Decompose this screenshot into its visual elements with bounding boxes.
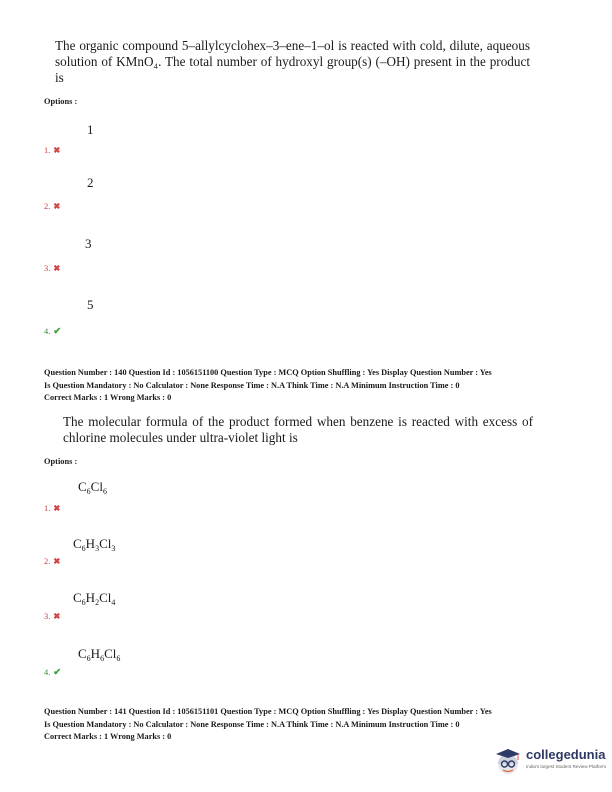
option-2 xyxy=(44,551,60,569)
element: Cl xyxy=(99,590,112,605)
element: Cl xyxy=(99,536,112,551)
subscript: 6 xyxy=(102,487,107,496)
element: C xyxy=(78,479,87,494)
wrong-icon: ✖ xyxy=(53,264,61,273)
subscript: 6 xyxy=(81,598,86,607)
wrong-icon: ✖ xyxy=(53,557,61,566)
collegedunia-logo xyxy=(492,745,607,777)
option-number: 4. xyxy=(44,327,51,336)
option-1 xyxy=(44,498,60,516)
option-4 xyxy=(44,662,61,680)
element: H xyxy=(85,590,96,605)
option-value: 5 xyxy=(87,297,94,312)
meta-line: Question Number : 140 Question Id : 1056151100 Question Type : MCQ Option Shuffling : Yes Display Question Number : Yes xyxy=(44,368,492,377)
option-number: 2. xyxy=(44,557,51,566)
meta-line: Correct Marks : 1 Wrong Marks : 0 xyxy=(44,393,172,402)
wrong-icon: ✖ xyxy=(53,202,61,211)
question-text: The organic compound 5–allylcyclohex–3–ene–1–ol is reacted with cold, dilute, aqueous solution of KMnO₄. The total number of hydroxyl group(s) (–OH) present in the product is xyxy=(55,38,530,85)
option-number: 1. xyxy=(44,504,51,513)
formula xyxy=(73,536,115,553)
options-label: Options : xyxy=(44,457,78,466)
subscript: 6 xyxy=(100,654,105,663)
subscript: 6 xyxy=(81,544,86,553)
subscript: 2 xyxy=(95,598,100,607)
element: C xyxy=(78,646,87,661)
check-icon: ✔ xyxy=(53,668,62,678)
subscript: 3 xyxy=(111,544,116,553)
meta-line: Is Question Mandatory : No Calculator : None Response Time : N.A Think Time : N.A Minimum Instruction Time : 0 xyxy=(44,380,460,390)
subscript: 3 xyxy=(95,544,100,553)
element: H xyxy=(85,536,96,551)
meta-line: Is Question Mandatory : No Calculator : None Response Time : N.A Think Time : N.A Minimum Instruction Time : 0 xyxy=(44,719,460,729)
wrong-icon: ✖ xyxy=(53,146,61,155)
option-value: 3 xyxy=(85,236,92,251)
option-number: 4. xyxy=(44,668,51,677)
subscript: 6 xyxy=(116,654,121,663)
element: C xyxy=(73,536,82,551)
question-meta xyxy=(44,706,584,744)
question-text: The molecular formula of the product formed when benzene is reacted with excess of chlorine molecules under ultra-violet light is xyxy=(63,414,533,445)
graduate-mascot-icon xyxy=(492,745,524,777)
subscript: 4 xyxy=(111,598,116,607)
formula xyxy=(73,590,115,607)
option-number: 1. xyxy=(44,146,51,155)
meta-line: Correct Marks : 1 Wrong Marks : 0 xyxy=(44,732,172,741)
wrong-icon: ✖ xyxy=(53,612,61,621)
option-4 xyxy=(44,321,61,339)
option-1 xyxy=(44,140,60,158)
option-3 xyxy=(44,606,60,624)
options-label: Options : xyxy=(44,97,78,106)
element: Cl xyxy=(90,479,103,494)
option-3 xyxy=(44,258,60,276)
option-value: 2 xyxy=(87,175,94,190)
formula xyxy=(78,646,120,663)
option-number: 3. xyxy=(44,264,51,273)
option-number: 2. xyxy=(44,202,51,211)
question-meta xyxy=(44,367,584,405)
subscript: 6 xyxy=(86,487,91,496)
element: C xyxy=(73,590,82,605)
option-number: 3. xyxy=(44,612,51,621)
meta-line: Question Number : 141 Question Id : 1056151101 Question Type : MCQ Option Shuffling : Yes Display Question Number : Yes xyxy=(44,707,492,716)
element: Cl xyxy=(104,646,117,661)
formula xyxy=(78,479,107,496)
logo-name: collegedunia xyxy=(526,747,606,762)
logo-tagline: India's largest Student Review Platform xyxy=(526,764,607,769)
check-icon: ✔ xyxy=(53,327,62,337)
option-2 xyxy=(44,196,60,214)
wrong-icon: ✖ xyxy=(53,504,61,513)
element: H xyxy=(90,646,101,661)
option-value: 1 xyxy=(87,122,94,137)
subscript: 6 xyxy=(86,654,91,663)
